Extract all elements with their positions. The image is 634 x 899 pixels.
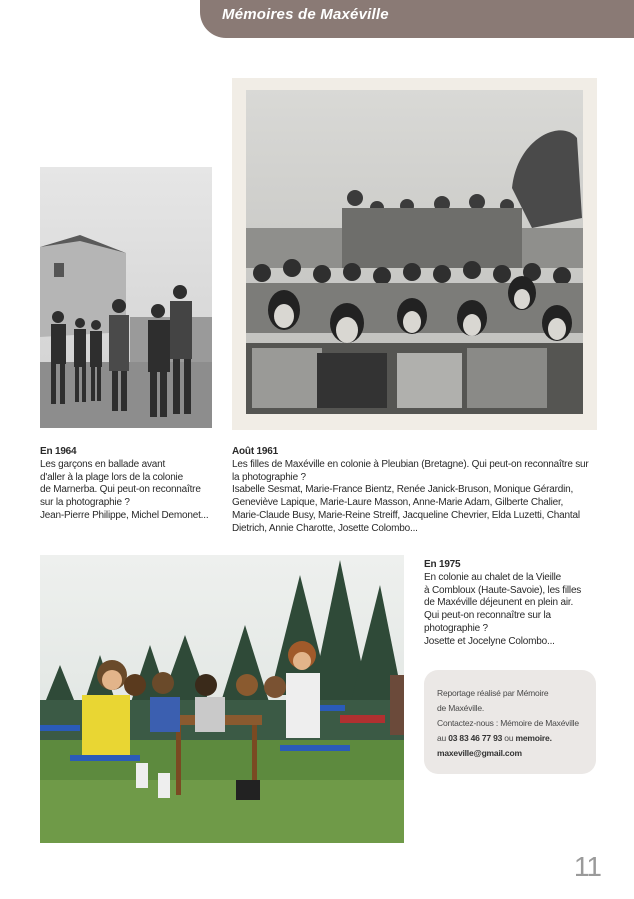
email-address: maxeville@gmail.com xyxy=(437,748,522,758)
photo-1975-outdoor-lunch xyxy=(40,555,404,843)
reportage-credit: de Maxéville. xyxy=(437,703,485,713)
caption-1964-heading: En 1964 xyxy=(40,446,77,457)
photo-1964-boys xyxy=(40,167,212,428)
reportage-au: au xyxy=(437,733,449,743)
reportage-text xyxy=(437,686,579,761)
caption-1961-names: Dietrich, Annie Charotte, Josette Colombo... xyxy=(232,522,418,534)
caption-1964-line: de Marnerba. Qui peut-on reconnaître xyxy=(40,484,201,496)
page-number: 11 xyxy=(573,851,601,882)
photo-1961-girls-group xyxy=(232,78,597,430)
magazine-title: Mémoires de Maxéville xyxy=(222,6,389,23)
caption-1975-line: photographie ? xyxy=(424,622,488,634)
email-part: memoire. xyxy=(515,733,552,743)
caption-1975-line: à Combloux (Haute-Savoie), les filles xyxy=(424,584,582,596)
phone-number: 03 83 46 77 93 xyxy=(448,733,503,743)
caption-1961-names: Marie-Claude Busy, Marie-Reine Streiff, Jacqueline Chevrier, Elda Luzetti, Chantal xyxy=(232,509,580,521)
caption-1975 xyxy=(424,559,581,649)
caption-1961-names: Isabelle Sesmat, Marie-France Bientz, Renée Janick-Bruson, Monique Gérardin, xyxy=(232,484,574,496)
caption-1964-line: sur la photographie ? xyxy=(40,497,130,509)
caption-1964-line: d'aller à la plage lors de la colonie xyxy=(40,471,183,483)
caption-1964-line: Les garçons en ballade avant xyxy=(40,458,166,470)
caption-1964-names: Jean-Pierre Philippe, Michel Demonet... xyxy=(40,509,209,521)
reportage-box xyxy=(424,670,596,774)
caption-1961-heading: Août 1961 xyxy=(232,446,278,457)
reportage-contact-phone-line xyxy=(437,731,579,746)
reportage-ou: ou xyxy=(502,733,516,743)
reportage-credit: Reportage réalisé par Mémoire xyxy=(437,688,549,698)
caption-1975-line: Qui peut-on reconnaître sur la xyxy=(424,610,551,622)
caption-1975-heading: En 1975 xyxy=(424,559,461,570)
caption-1961-line: Les filles de Maxéville en colonie à Pleubian (Bretagne). Qui peut-on reconnaître sur xyxy=(232,458,589,470)
caption-1975-line: En colonie au chalet de la Vieille xyxy=(424,571,562,583)
caption-1961-line: la photographie ? xyxy=(232,471,306,483)
caption-1975-line: de Maxéville déjeunent en plein air. xyxy=(424,597,574,609)
reportage-contact: Contactez-nous : Mémoire de Maxéville xyxy=(437,718,579,728)
caption-1961 xyxy=(232,446,589,536)
caption-1964 xyxy=(40,446,208,523)
caption-1975-names: Josette et Jocelyne Colombo... xyxy=(424,635,555,647)
caption-1961-names: Geneviève Lapique, Marie-Laure Masson, Anne-Marie Adam, Gilberte Chalier, xyxy=(232,497,564,509)
